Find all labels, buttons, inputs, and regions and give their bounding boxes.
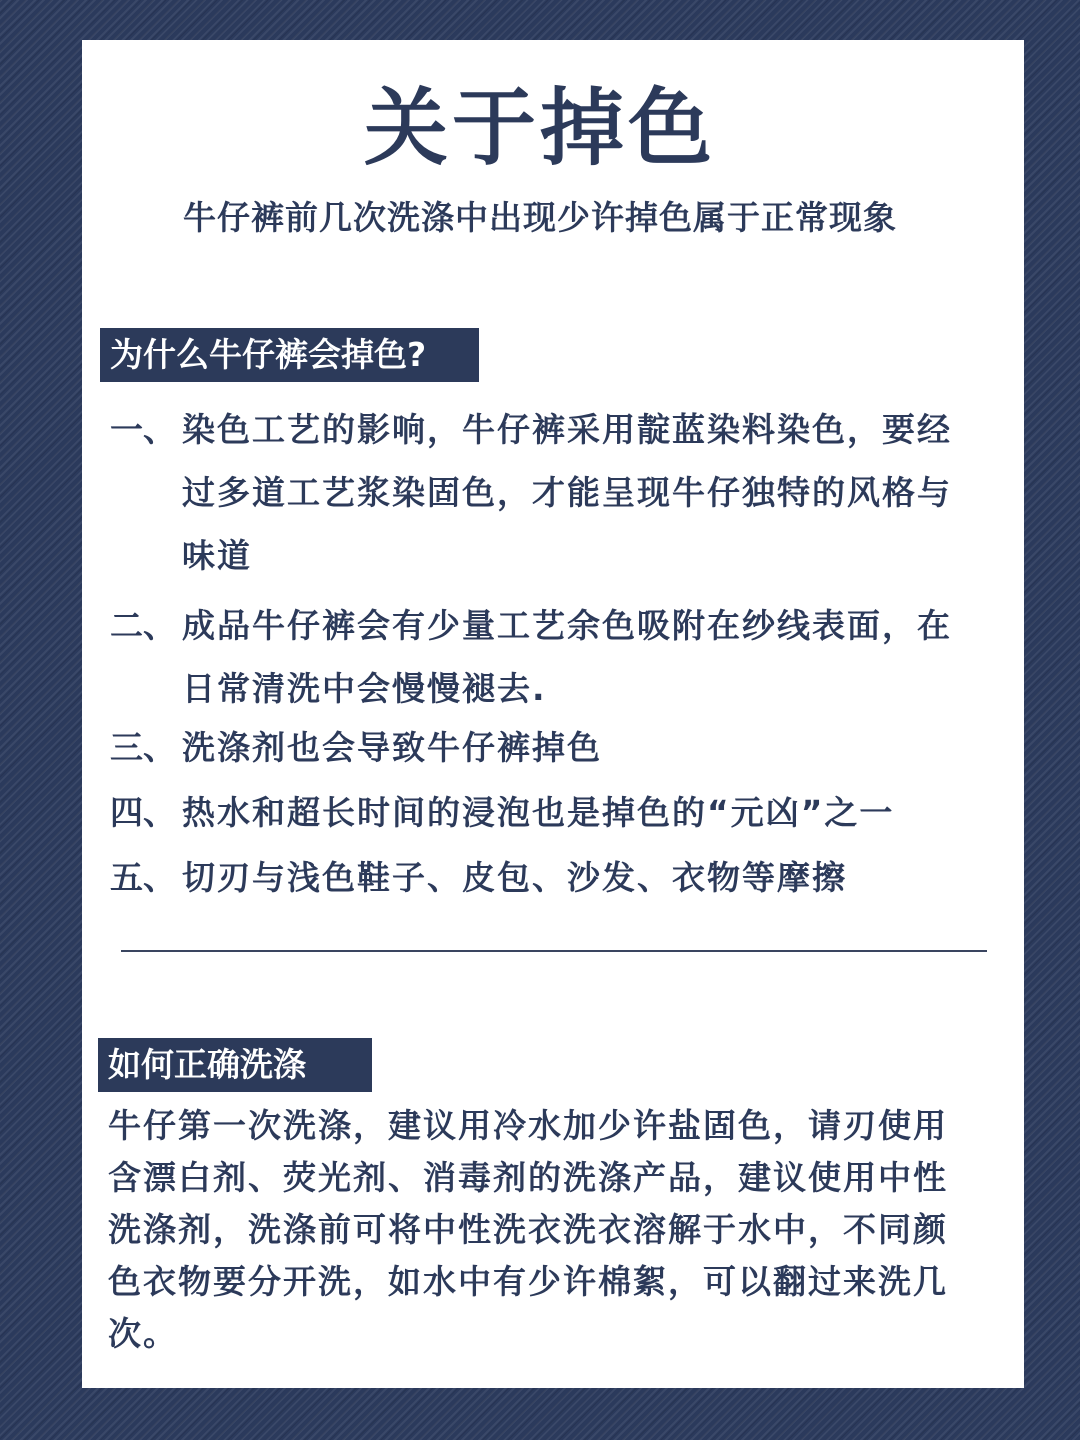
page-subtitle: 牛仔裤前几次洗涤中出现少许掉色属于正常现象 bbox=[183, 198, 897, 237]
reason-item-3 bbox=[110, 716, 970, 779]
reason-item-2 bbox=[110, 594, 970, 720]
reason-number: 二、 bbox=[110, 606, 176, 645]
section-heading-how-to-wash: 如何正确洗涤 bbox=[98, 1038, 372, 1092]
reason-number: 一、 bbox=[110, 410, 176, 449]
page-title: 关于掉色 bbox=[363, 79, 716, 177]
reason-number: 五、 bbox=[110, 858, 176, 897]
reason-text: 切刃与浅色鞋子、皮包、沙发、衣物等摩擦 bbox=[182, 858, 847, 897]
reason-text: 成品牛仔裤会有少量工艺余色吸附在纱线表面，在日常清洗中会慢慢褪去. bbox=[182, 606, 952, 708]
reason-number: 四、 bbox=[110, 793, 176, 832]
reason-text: 热水和超长时间的浸泡也是掉色的“元凶”之一 bbox=[182, 793, 895, 832]
reason-item-4 bbox=[110, 781, 970, 844]
reason-item-1 bbox=[110, 398, 970, 587]
washing-instructions: 牛仔第一次洗涤，建议用冷水加少许盐固色，请刃使用含漂白剂、荧光剂、消毒剂的洗涤产品，建议使用中性洗涤剂，洗涤前可将中性洗衣洗衣溶解于水中，不同颜色衣物要分开洗，如水中有少许棉絮，可以翻过来洗几次。 bbox=[108, 1106, 948, 1353]
reason-item-5 bbox=[110, 846, 970, 909]
reason-number: 三、 bbox=[110, 728, 176, 767]
reason-text: 洗涤剂也会导致牛仔裤掉色 bbox=[182, 728, 602, 767]
reason-text: 染色工艺的影响，牛仔裤采用靛蓝染料染色，要经过多道工艺浆染固色，才能呈现牛仔独特的风格与味道 bbox=[182, 410, 952, 575]
section-divider bbox=[121, 950, 987, 952]
section-heading-why: 为什么牛仔裤会掉色? bbox=[100, 328, 479, 382]
